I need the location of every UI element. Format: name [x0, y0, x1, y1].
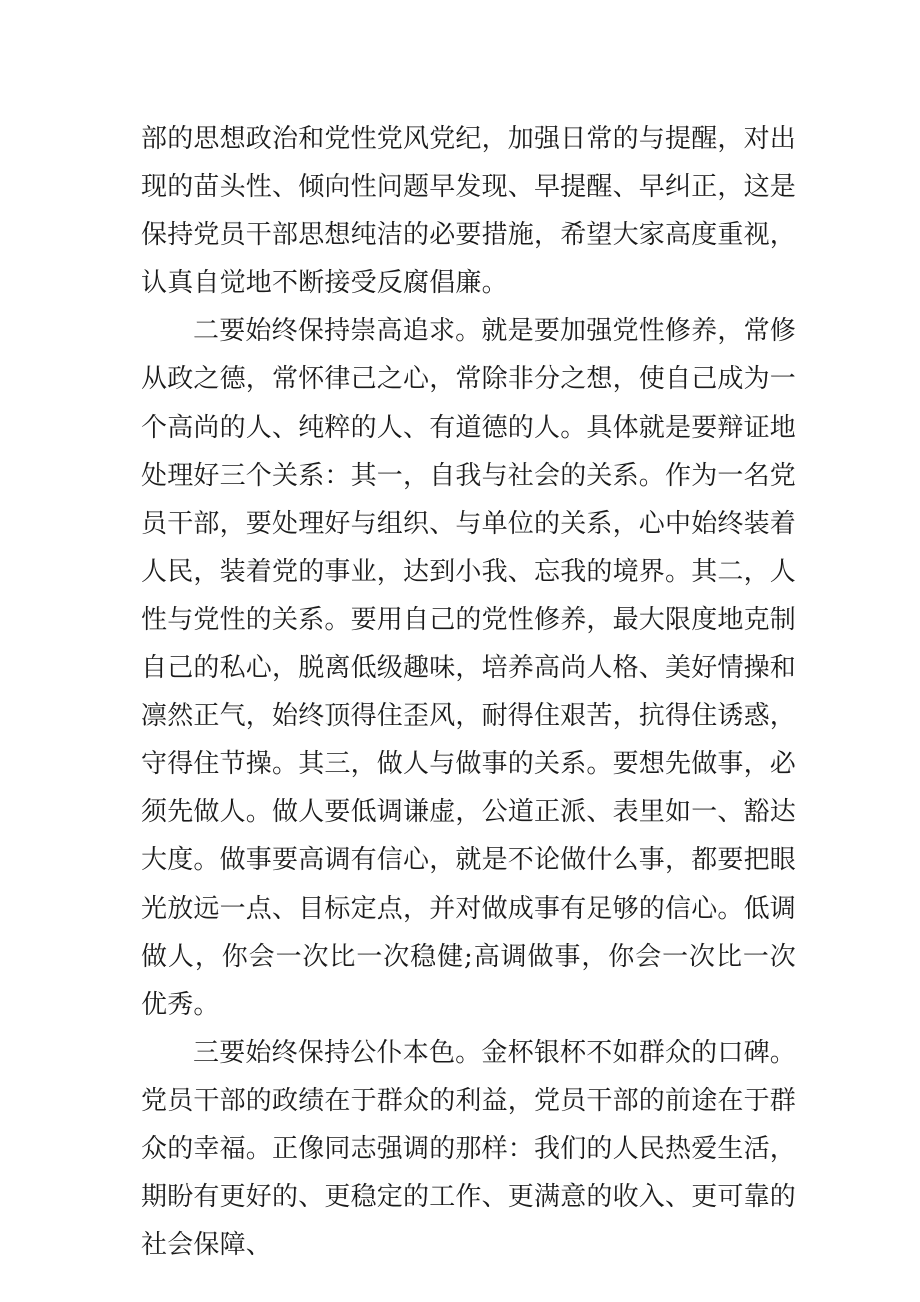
paragraph-3: 三要始终保持公仆本色。金杯银杯不如群众的口碑。党员干部的政绩在于群众的利益，党员干部的前途在于群众的幸福。正像同志强调的那样：我们的人民热爱生活，期盼有更好的、更稳定的工作、更满意的收入、更可靠的社会保障、 [141, 1037, 797, 1261]
paragraph-2: 二要始终保持崇高追求。就是要加强党性修养，常修从政之德，常怀律己之心，常除非分之想，使自己成为一个高尚的人、纯粹的人、有道德的人。具体就是要辩证地处理好三个关系：其一，自我与社会的关系。作为一名党员干部，要处理好与组织、与单位的关系，心中始终装着人民，装着党的事业，达到小我、忘我的境界。其二，人性与党性的关系。要用自己的党性修养，最大限度地克制自己的私心，脱离低级趣味，培养高尚人格、美好情操和凛然正气，始终顶得住歪风，耐得住艰苦，抗得住诱惑，守得住节操。其三，做人与做事的关系。要想先做事，必须先做人。做人要低调谦虚，公道正派、表里如一、豁达大度。做事要高调有信心，就是不论做什么事，都要把眼光放远一点、目标定点，并对做成事有足够的信心。低调做人，你会一次比一次稳健;高调做事，你会一次比一次优秀。 [141, 316, 797, 1020]
document-page [141, 115, 796, 1269]
paragraph-1: 部的思想政治和党性党风党纪，加强日常的与提醒，对出现的苗头性、倾向性问题早发现、早提醒、早纠正，这是保持党员干部思想纯洁的必要措施，希望大家高度重视，认真自觉地不断接受反腐倡廉。 [141, 124, 797, 299]
